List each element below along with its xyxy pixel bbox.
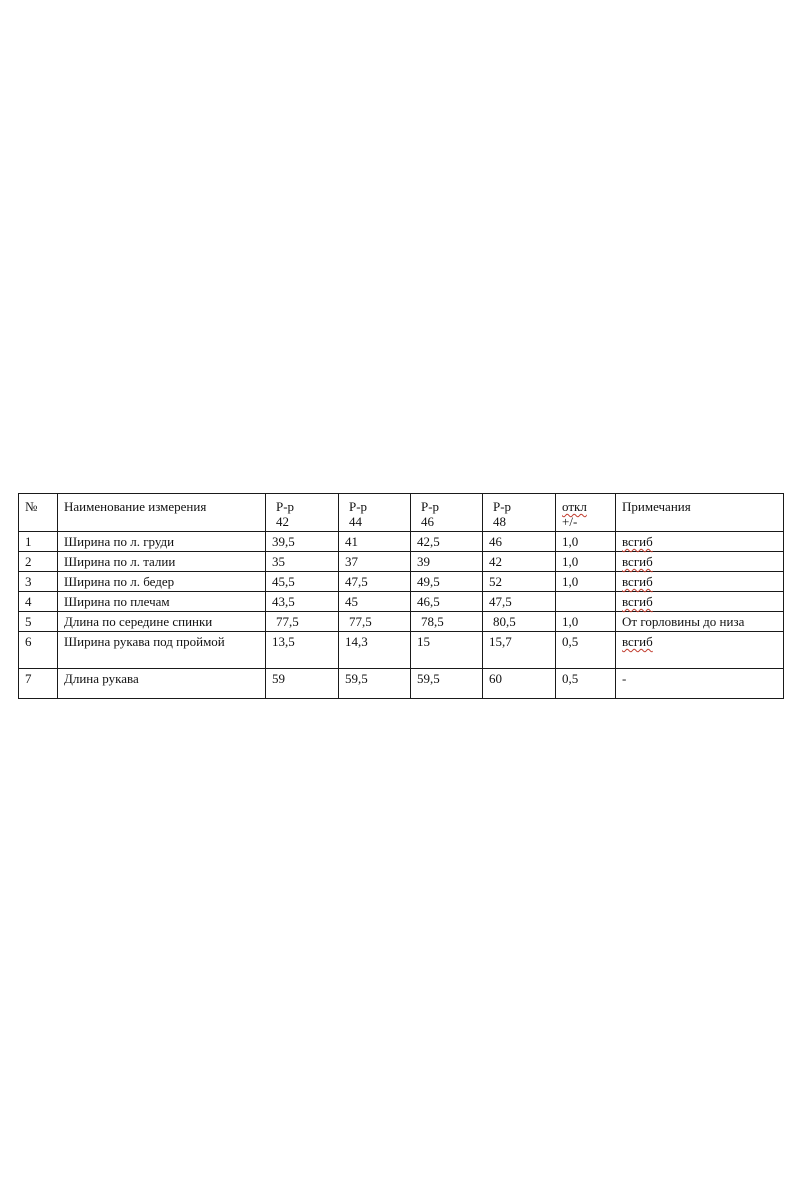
row-num: 4 (19, 592, 58, 612)
table-row (19, 572, 784, 592)
header-size-44-value: 44 (349, 514, 362, 529)
header-tolerance (556, 494, 616, 532)
header-size-48 (483, 494, 556, 532)
row-size-44: 45 (339, 592, 411, 612)
row-note: От горловины до низа (616, 612, 784, 632)
row-name: Ширина по л. бедер (58, 572, 266, 592)
table-row (19, 592, 784, 612)
table-row (19, 532, 784, 552)
row-num: 6 (19, 632, 58, 669)
header-size-48-value: 48 (493, 514, 506, 529)
row-size-42: 35 (266, 552, 339, 572)
row-name: Длина по середине спинки (58, 612, 266, 632)
row-size-44: 41 (339, 532, 411, 552)
row-size-48: 46 (483, 532, 556, 552)
header-size-48-label: Р-р (493, 499, 512, 514)
table-row (19, 669, 784, 699)
row-size-48: 60 (483, 669, 556, 699)
row-size-44: 14,3 (339, 632, 411, 669)
header-size-44 (339, 494, 411, 532)
header-tolerance-sign: +/- (562, 514, 578, 529)
row-tolerance: 1,0 (556, 572, 616, 592)
row-size-48: 47,5 (483, 592, 556, 612)
table-row (19, 632, 784, 669)
row-note-text: всгиб (622, 534, 653, 549)
header-size-42-value: 42 (276, 514, 289, 529)
row-note-text: всгиб (622, 554, 653, 569)
row-name: Ширина по л. груди (58, 532, 266, 552)
row-size-44: 77,5 (339, 612, 411, 632)
row-name: Ширина по плечам (58, 592, 266, 612)
row-size-42: 39,5 (266, 532, 339, 552)
header-name: Наименование измерения (58, 494, 266, 532)
row-note-text: всгиб (622, 594, 653, 609)
row-note (616, 572, 784, 592)
row-note (616, 632, 784, 669)
row-tolerance: 1,0 (556, 552, 616, 572)
row-tolerance: 0,5 (556, 669, 616, 699)
row-size-46: 46,5 (411, 592, 483, 612)
header-size-46 (411, 494, 483, 532)
row-note (616, 592, 784, 612)
row-name: Длина рукава (58, 669, 266, 699)
header-size-42-label: Р-р (276, 499, 295, 514)
row-size-42: 59 (266, 669, 339, 699)
row-size-42: 77,5 (266, 612, 339, 632)
row-tolerance: 1,0 (556, 612, 616, 632)
header-size-46-label: Р-р (421, 499, 440, 514)
row-num: 2 (19, 552, 58, 572)
row-note-text: всгиб (622, 574, 653, 589)
row-size-46: 78,5 (411, 612, 483, 632)
row-size-48: 52 (483, 572, 556, 592)
row-size-42: 13,5 (266, 632, 339, 669)
row-name: Ширина по л. талии (58, 552, 266, 572)
row-tolerance (556, 592, 616, 612)
row-name: Ширина рукава под проймой (58, 632, 266, 669)
header-size-42 (266, 494, 339, 532)
row-size-46: 42,5 (411, 532, 483, 552)
row-size-46: 15 (411, 632, 483, 669)
row-size-42: 45,5 (266, 572, 339, 592)
table-row (19, 612, 784, 632)
row-size-48: 42 (483, 552, 556, 572)
row-size-46: 59,5 (411, 669, 483, 699)
table-header-row (19, 494, 784, 532)
header-num: № (19, 494, 58, 532)
row-size-42: 43,5 (266, 592, 339, 612)
measurement-table (18, 493, 784, 699)
row-size-44: 59,5 (339, 669, 411, 699)
row-num: 1 (19, 532, 58, 552)
row-size-44: 47,5 (339, 572, 411, 592)
row-size-48: 15,7 (483, 632, 556, 669)
row-size-46: 49,5 (411, 572, 483, 592)
row-note: - (616, 669, 784, 699)
row-size-44: 37 (339, 552, 411, 572)
header-notes: Примечания (616, 494, 784, 532)
row-num: 3 (19, 572, 58, 592)
header-tolerance-label: откл (562, 499, 587, 514)
table-row (19, 552, 784, 572)
row-size-46: 39 (411, 552, 483, 572)
header-size-44-label: Р-р (349, 499, 368, 514)
row-num: 7 (19, 669, 58, 699)
row-tolerance: 1,0 (556, 532, 616, 552)
row-note (616, 552, 784, 572)
row-note-text: всгиб (622, 634, 653, 649)
row-tolerance: 0,5 (556, 632, 616, 669)
row-num: 5 (19, 612, 58, 632)
row-note (616, 532, 784, 552)
header-size-46-value: 46 (421, 514, 434, 529)
row-size-48: 80,5 (483, 612, 556, 632)
